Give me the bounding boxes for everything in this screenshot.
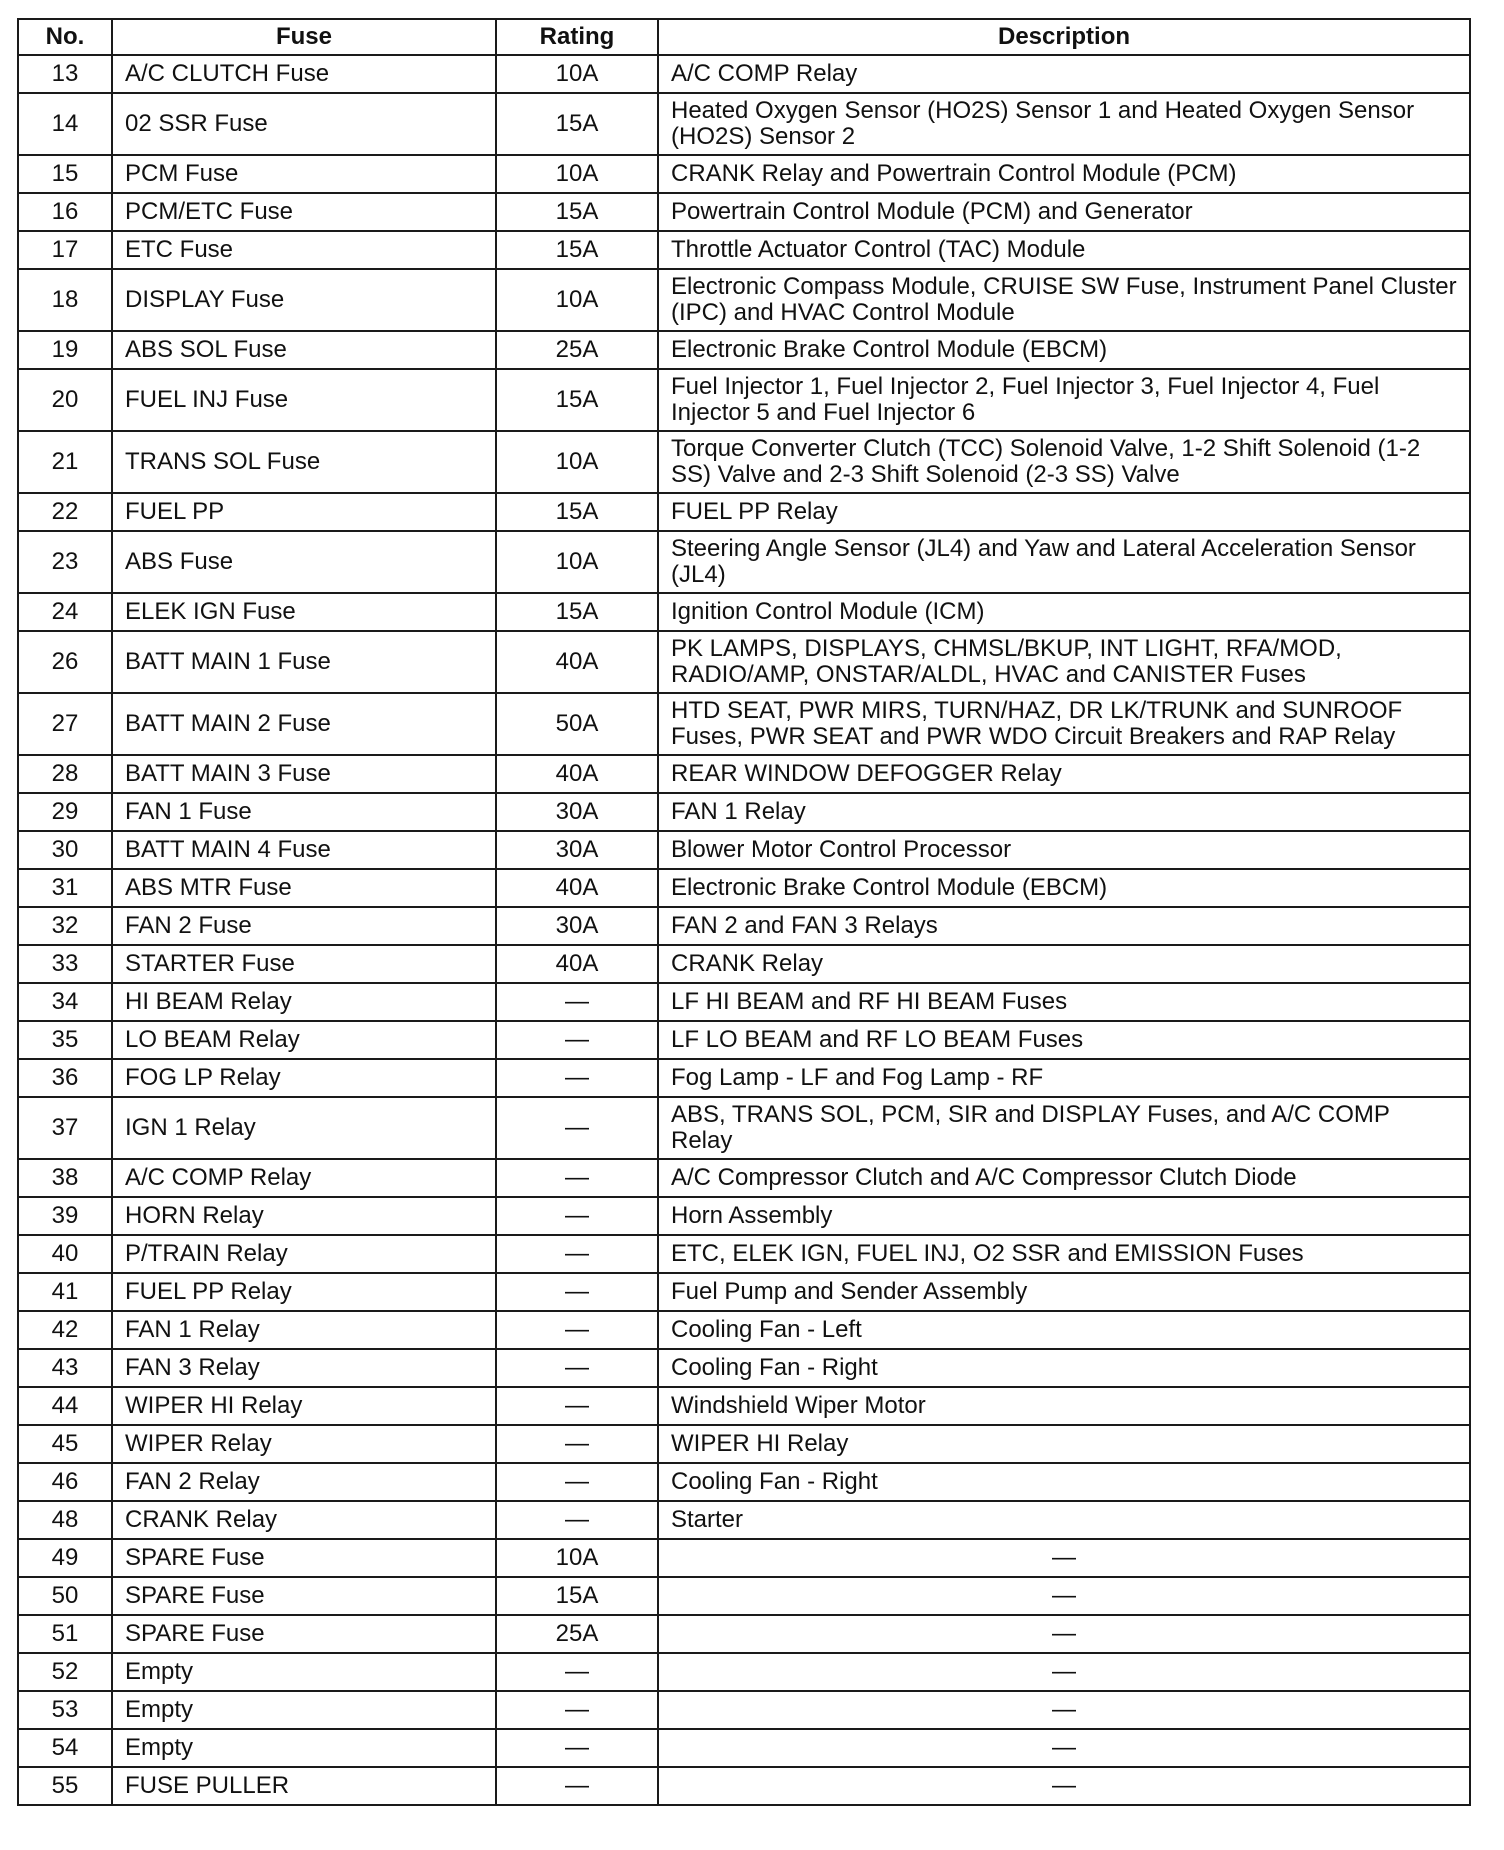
table-row	[18, 1273, 1470, 1311]
cell-rating: 15A	[496, 231, 658, 269]
table-row	[18, 755, 1470, 793]
cell-fuse: FUEL PP Relay	[112, 1273, 496, 1311]
cell-fuse: FAN 1 Fuse	[112, 793, 496, 831]
cell-rating: 25A	[496, 331, 658, 369]
cell-rating: 50A	[496, 693, 658, 755]
cell-rating: —	[496, 1159, 658, 1197]
cell-rating: 10A	[496, 531, 658, 593]
cell-no: 31	[18, 869, 112, 907]
cell-fuse: FUEL INJ Fuse	[112, 369, 496, 431]
cell-description: Throttle Actuator Control (TAC) Module	[658, 231, 1470, 269]
table-row	[18, 269, 1470, 331]
cell-fuse: PCM/ETC Fuse	[112, 193, 496, 231]
cell-description: Windshield Wiper Motor	[658, 1387, 1470, 1425]
cell-fuse: PCM Fuse	[112, 155, 496, 193]
cell-description: Electronic Brake Control Module (EBCM)	[658, 869, 1470, 907]
table-row	[18, 1729, 1470, 1767]
cell-rating: 10A	[496, 1539, 658, 1577]
cell-fuse: DISPLAY Fuse	[112, 269, 496, 331]
cell-description: FAN 1 Relay	[658, 793, 1470, 831]
cell-fuse: FUEL PP	[112, 493, 496, 531]
cell-rating: —	[496, 1691, 658, 1729]
table-row	[18, 55, 1470, 93]
cell-fuse: BATT MAIN 4 Fuse	[112, 831, 496, 869]
cell-fuse: Empty	[112, 1729, 496, 1767]
cell-rating: 30A	[496, 793, 658, 831]
table-row	[18, 1691, 1470, 1729]
cell-rating: 15A	[496, 369, 658, 431]
table-row	[18, 1653, 1470, 1691]
cell-description: Fuel Injector 1, Fuel Injector 2, Fuel Injector 3, Fuel Injector 4, Fuel Injector 5 and Fuel Injector 6	[658, 369, 1470, 431]
table-row	[18, 869, 1470, 907]
table-row	[18, 93, 1470, 155]
cell-no: 53	[18, 1691, 112, 1729]
cell-rating: 40A	[496, 945, 658, 983]
cell-rating: 15A	[496, 493, 658, 531]
table-row	[18, 907, 1470, 945]
cell-fuse: FAN 2 Relay	[112, 1463, 496, 1501]
cell-fuse: FAN 1 Relay	[112, 1311, 496, 1349]
cell-no: 43	[18, 1349, 112, 1387]
cell-description: Cooling Fan - Right	[658, 1349, 1470, 1387]
cell-no: 41	[18, 1273, 112, 1311]
cell-rating: 30A	[496, 831, 658, 869]
cell-description: Steering Angle Sensor (JL4) and Yaw and Lateral Acceleration Sensor (JL4)	[658, 531, 1470, 593]
cell-no: 19	[18, 331, 112, 369]
cell-description: Electronic Compass Module, CRUISE SW Fuse, Instrument Panel Cluster (IPC) and HVAC Control Module	[658, 269, 1470, 331]
cell-no: 44	[18, 1387, 112, 1425]
cell-no: 18	[18, 269, 112, 331]
cell-description: —	[658, 1577, 1470, 1615]
cell-fuse: P/TRAIN Relay	[112, 1235, 496, 1273]
cell-no: 35	[18, 1021, 112, 1059]
cell-no: 14	[18, 93, 112, 155]
cell-rating: —	[496, 1463, 658, 1501]
cell-description: Fog Lamp - LF and Fog Lamp - RF	[658, 1059, 1470, 1097]
cell-rating: —	[496, 1021, 658, 1059]
cell-description: Torque Converter Clutch (TCC) Solenoid Valve, 1-2 Shift Solenoid (1-2 SS) Valve and 2-3 Shift Solenoid (2-3 SS) Valve	[658, 431, 1470, 493]
cell-fuse: A/C COMP Relay	[112, 1159, 496, 1197]
cell-no: 20	[18, 369, 112, 431]
cell-rating: —	[496, 1349, 658, 1387]
cell-no: 36	[18, 1059, 112, 1097]
table-row	[18, 331, 1470, 369]
cell-rating: —	[496, 1767, 658, 1805]
cell-description: A/C COMP Relay	[658, 55, 1470, 93]
cell-no: 22	[18, 493, 112, 531]
cell-fuse: STARTER Fuse	[112, 945, 496, 983]
cell-no: 33	[18, 945, 112, 983]
cell-description: Fuel Pump and Sender Assembly	[658, 1273, 1470, 1311]
cell-description: CRANK Relay and Powertrain Control Module (PCM)	[658, 155, 1470, 193]
table-row	[18, 1387, 1470, 1425]
table-row	[18, 831, 1470, 869]
cell-fuse: FUSE PULLER	[112, 1767, 496, 1805]
cell-rating: —	[496, 1059, 658, 1097]
table-header	[18, 19, 1470, 55]
table-row	[18, 231, 1470, 269]
cell-fuse: FAN 2 Fuse	[112, 907, 496, 945]
cell-no: 52	[18, 1653, 112, 1691]
cell-no: 51	[18, 1615, 112, 1653]
cell-no: 37	[18, 1097, 112, 1159]
cell-rating: 30A	[496, 907, 658, 945]
cell-description: Heated Oxygen Sensor (HO2S) Sensor 1 and Heated Oxygen Sensor (HO2S) Sensor 2	[658, 93, 1470, 155]
cell-rating: —	[496, 1311, 658, 1349]
cell-description: —	[658, 1767, 1470, 1805]
cell-no: 39	[18, 1197, 112, 1235]
table-row	[18, 693, 1470, 755]
cell-no: 32	[18, 907, 112, 945]
cell-description: Starter	[658, 1501, 1470, 1539]
cell-no: 42	[18, 1311, 112, 1349]
cell-description: Blower Motor Control Processor	[658, 831, 1470, 869]
cell-rating: 10A	[496, 269, 658, 331]
cell-description: —	[658, 1691, 1470, 1729]
table-row	[18, 493, 1470, 531]
cell-no: 26	[18, 631, 112, 693]
table-row	[18, 593, 1470, 631]
cell-description: —	[658, 1653, 1470, 1691]
cell-no: 38	[18, 1159, 112, 1197]
fuse-table	[17, 18, 1471, 1806]
cell-rating: 15A	[496, 1577, 658, 1615]
cell-no: 17	[18, 231, 112, 269]
cell-rating: 15A	[496, 593, 658, 631]
cell-no: 29	[18, 793, 112, 831]
table-row	[18, 631, 1470, 693]
cell-fuse: HI BEAM Relay	[112, 983, 496, 1021]
cell-rating: —	[496, 1729, 658, 1767]
table-row	[18, 1197, 1470, 1235]
table-row	[18, 1021, 1470, 1059]
cell-no: 34	[18, 983, 112, 1021]
cell-fuse: WIPER Relay	[112, 1425, 496, 1463]
cell-fuse: SPARE Fuse	[112, 1539, 496, 1577]
table-row	[18, 983, 1470, 1021]
table-row	[18, 431, 1470, 493]
cell-no: 55	[18, 1767, 112, 1805]
cell-rating: 15A	[496, 193, 658, 231]
cell-rating: —	[496, 983, 658, 1021]
cell-fuse: HORN Relay	[112, 1197, 496, 1235]
table-row	[18, 1159, 1470, 1197]
cell-description: Horn Assembly	[658, 1197, 1470, 1235]
cell-description: Powertrain Control Module (PCM) and Generator	[658, 193, 1470, 231]
table-row	[18, 1501, 1470, 1539]
cell-fuse: BATT MAIN 3 Fuse	[112, 755, 496, 793]
cell-rating: —	[496, 1653, 658, 1691]
table-row	[18, 1615, 1470, 1653]
cell-rating: —	[496, 1197, 658, 1235]
cell-description: Cooling Fan - Right	[658, 1463, 1470, 1501]
cell-no: 27	[18, 693, 112, 755]
table-row	[18, 369, 1470, 431]
cell-description: FAN 2 and FAN 3 Relays	[658, 907, 1470, 945]
table-row	[18, 531, 1470, 593]
cell-no: 28	[18, 755, 112, 793]
cell-rating: 40A	[496, 869, 658, 907]
cell-rating: —	[496, 1425, 658, 1463]
cell-fuse: SPARE Fuse	[112, 1577, 496, 1615]
table-row	[18, 193, 1470, 231]
table-row	[18, 1767, 1470, 1805]
cell-no: 23	[18, 531, 112, 593]
cell-rating: —	[496, 1273, 658, 1311]
cell-no: 15	[18, 155, 112, 193]
cell-no: 21	[18, 431, 112, 493]
cell-fuse: ELEK IGN Fuse	[112, 593, 496, 631]
table-row	[18, 155, 1470, 193]
table-row	[18, 1539, 1470, 1577]
cell-description: Electronic Brake Control Module (EBCM)	[658, 331, 1470, 369]
cell-no: 46	[18, 1463, 112, 1501]
cell-fuse: CRANK Relay	[112, 1501, 496, 1539]
cell-fuse: TRANS SOL Fuse	[112, 431, 496, 493]
cell-fuse: IGN 1 Relay	[112, 1097, 496, 1159]
cell-fuse: ETC Fuse	[112, 231, 496, 269]
cell-no: 50	[18, 1577, 112, 1615]
cell-fuse: BATT MAIN 2 Fuse	[112, 693, 496, 755]
cell-description: Ignition Control Module (ICM)	[658, 593, 1470, 631]
table-row	[18, 1577, 1470, 1615]
cell-rating: —	[496, 1501, 658, 1539]
cell-no: 24	[18, 593, 112, 631]
cell-description: HTD SEAT, PWR MIRS, TURN/HAZ, DR LK/TRUNK and SUNROOF Fuses, PWR SEAT and PWR WDO Circuit Breakers and RAP Relay	[658, 693, 1470, 755]
cell-rating: 10A	[496, 155, 658, 193]
cell-rating: 15A	[496, 93, 658, 155]
cell-description: ETC, ELEK IGN, FUEL INJ, O2 SSR and EMISSION Fuses	[658, 1235, 1470, 1273]
cell-description: Cooling Fan - Left	[658, 1311, 1470, 1349]
table-body	[18, 55, 1470, 1805]
table-row	[18, 1311, 1470, 1349]
table-row	[18, 1097, 1470, 1159]
header-rating: Rating	[496, 19, 658, 55]
cell-no: 30	[18, 831, 112, 869]
cell-fuse: ABS Fuse	[112, 531, 496, 593]
cell-rating: —	[496, 1387, 658, 1425]
cell-description: —	[658, 1729, 1470, 1767]
cell-rating: 40A	[496, 755, 658, 793]
cell-description: WIPER HI Relay	[658, 1425, 1470, 1463]
cell-fuse: ABS SOL Fuse	[112, 331, 496, 369]
cell-no: 40	[18, 1235, 112, 1273]
cell-fuse: Empty	[112, 1691, 496, 1729]
cell-rating: 10A	[496, 431, 658, 493]
cell-description: PK LAMPS, DISPLAYS, CHMSL/BKUP, INT LIGHT, RFA/MOD, RADIO/AMP, ONSTAR/ALDL, HVAC and CANISTER Fuses	[658, 631, 1470, 693]
cell-description: LF HI BEAM and RF HI BEAM Fuses	[658, 983, 1470, 1021]
cell-fuse: 02 SSR Fuse	[112, 93, 496, 155]
cell-rating: 25A	[496, 1615, 658, 1653]
cell-description: A/C Compressor Clutch and A/C Compressor Clutch Diode	[658, 1159, 1470, 1197]
header-row	[18, 19, 1470, 55]
cell-fuse: A/C CLUTCH Fuse	[112, 55, 496, 93]
header-description: Description	[658, 19, 1470, 55]
cell-description: REAR WINDOW DEFOGGER Relay	[658, 755, 1470, 793]
cell-fuse: LO BEAM Relay	[112, 1021, 496, 1059]
cell-rating: —	[496, 1235, 658, 1273]
table-row	[18, 1059, 1470, 1097]
cell-fuse: FAN 3 Relay	[112, 1349, 496, 1387]
header-no: No.	[18, 19, 112, 55]
cell-fuse: WIPER HI Relay	[112, 1387, 496, 1425]
cell-rating: 10A	[496, 55, 658, 93]
table-row	[18, 1349, 1470, 1387]
cell-rating: 40A	[496, 631, 658, 693]
cell-fuse: BATT MAIN 1 Fuse	[112, 631, 496, 693]
cell-description: ABS, TRANS SOL, PCM, SIR and DISPLAY Fuses, and A/C COMP Relay	[658, 1097, 1470, 1159]
cell-fuse: ABS MTR Fuse	[112, 869, 496, 907]
cell-rating: —	[496, 1097, 658, 1159]
table-row	[18, 1463, 1470, 1501]
cell-fuse: SPARE Fuse	[112, 1615, 496, 1653]
cell-no: 49	[18, 1539, 112, 1577]
table-row	[18, 1425, 1470, 1463]
cell-no: 13	[18, 55, 112, 93]
cell-description: —	[658, 1615, 1470, 1653]
cell-description: LF LO BEAM and RF LO BEAM Fuses	[658, 1021, 1470, 1059]
table-row	[18, 1235, 1470, 1273]
table-row	[18, 945, 1470, 983]
cell-description: FUEL PP Relay	[658, 493, 1470, 531]
header-fuse: Fuse	[112, 19, 496, 55]
cell-fuse: Empty	[112, 1653, 496, 1691]
cell-description: CRANK Relay	[658, 945, 1470, 983]
table-row	[18, 793, 1470, 831]
cell-no: 45	[18, 1425, 112, 1463]
cell-no: 54	[18, 1729, 112, 1767]
cell-no: 16	[18, 193, 112, 231]
cell-description: —	[658, 1539, 1470, 1577]
cell-no: 48	[18, 1501, 112, 1539]
cell-fuse: FOG LP Relay	[112, 1059, 496, 1097]
